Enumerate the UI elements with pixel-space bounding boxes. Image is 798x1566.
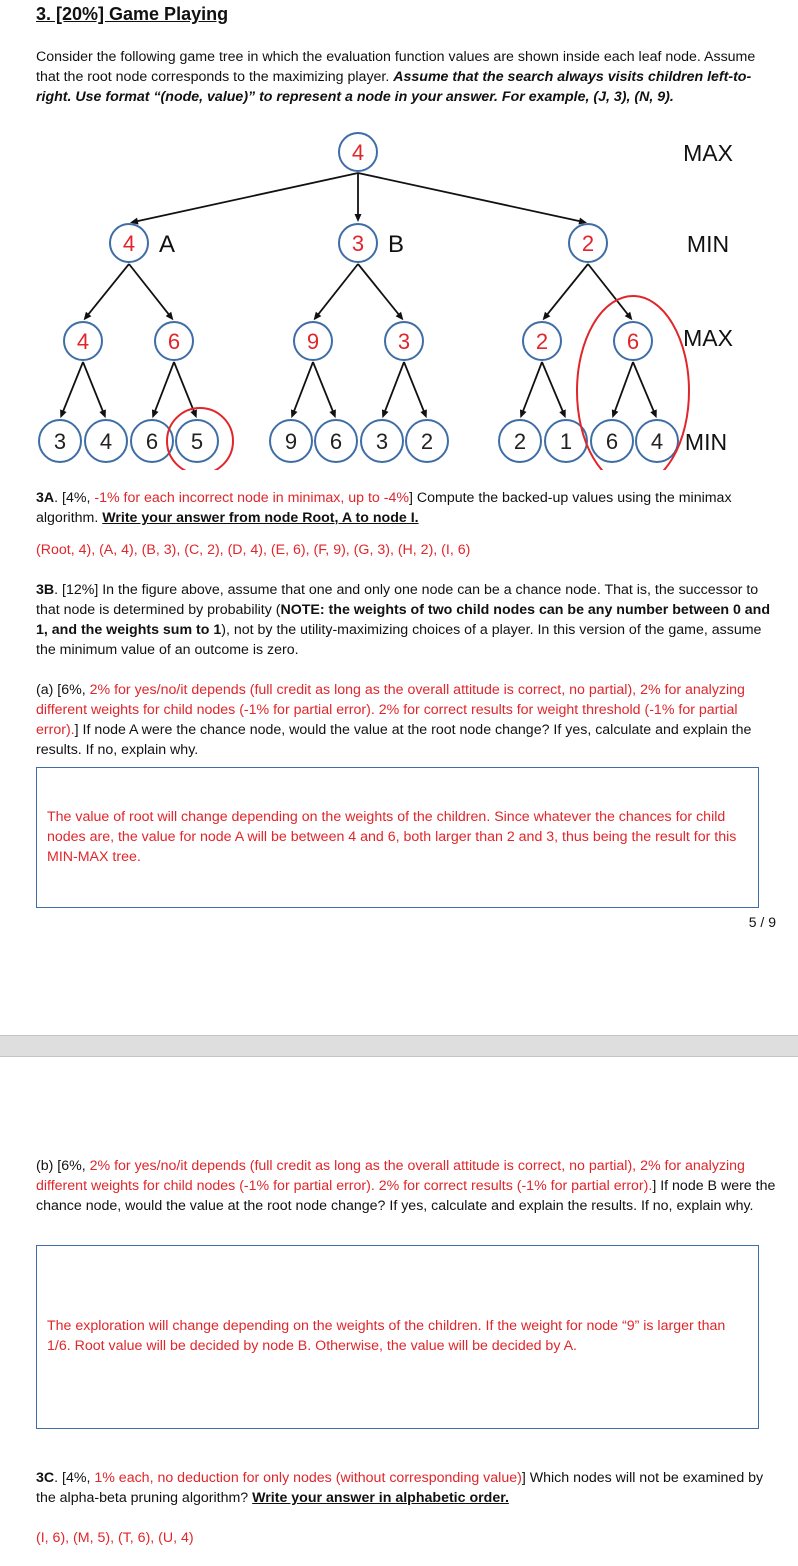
edge-min2-max-3 xyxy=(317,264,358,316)
edge-root-min-3 xyxy=(358,173,582,222)
game-tree-diagram xyxy=(0,125,798,470)
q3c-points: . [4%, xyxy=(54,1470,95,1486)
edge-max5-leaf-9 xyxy=(522,362,542,414)
edge-min1-max-2 xyxy=(129,264,170,316)
leaf-node-5-value: 9 xyxy=(284,428,298,454)
max-node-1-value: 4 xyxy=(76,328,90,354)
leaf-node-12-value: 4 xyxy=(650,428,664,454)
leaf-node-9 xyxy=(499,420,541,462)
level-label-3: MAX xyxy=(683,325,733,351)
q3c-label: 3C xyxy=(36,1470,55,1486)
min-node-2 xyxy=(339,224,377,262)
edge-max4-leaf-7 xyxy=(384,362,404,414)
q3b-note: NOTE: the weights of two child nodes can be any number between 0 and 1, and the weights sum to 1 xyxy=(36,602,771,638)
leaf-node-4 xyxy=(176,420,218,462)
edge-max2-leaf-3-arrowhead xyxy=(152,409,159,418)
leaf-node-5 xyxy=(270,420,312,462)
intro-text: Consider the following game tree in which the evaluation function values are shown inside each leaf node. Assume that the root node corresponds to the maximizing player. xyxy=(36,49,756,85)
intro-paragraph xyxy=(36,47,780,107)
q3a-rubric: -1% for each incorrect node in minimax, up to -4% xyxy=(94,490,409,506)
min-node-3-value: 2 xyxy=(581,230,595,256)
max-node-3 xyxy=(294,322,332,360)
q3c-question xyxy=(36,1468,780,1508)
q3c-instruction: Write your answer in alphabetic order. xyxy=(252,1490,509,1506)
page-6 xyxy=(0,1057,798,1566)
min-node-2-value: 3 xyxy=(351,230,365,256)
q3a-instruction: Write your answer from node Root, A to node I. xyxy=(102,510,419,526)
edge-max6-leaf-11-arrowhead xyxy=(612,409,619,418)
max-node-4-value: 3 xyxy=(397,328,411,354)
q3b-a-prefix: (a) [6%, xyxy=(36,682,90,698)
edge-root-min-1 xyxy=(135,173,358,222)
leaf-node-8-value: 2 xyxy=(420,428,434,454)
edge-max3-leaf-6 xyxy=(313,362,334,414)
leaf-node-4-value: 5 xyxy=(190,428,204,454)
q3b-b-prefix: (b) [6%, xyxy=(36,1158,90,1174)
max-node-6-value: 6 xyxy=(626,328,640,354)
edge-root-min-2-arrowhead xyxy=(355,214,362,222)
q3c-text: ] Which nodes will not be examined by the alpha-beta pruning algorithm? xyxy=(36,1470,764,1506)
min-node-3 xyxy=(569,224,607,262)
max-node-5 xyxy=(523,322,561,360)
edge-max1-leaf-2 xyxy=(83,362,104,414)
q3b-a-text: ] If node A were the chance node, would the value at the root node change? If yes, calculate and explain the results. If no, explain why. xyxy=(36,722,752,758)
q3b-a-answer-box[interactable] xyxy=(36,767,759,908)
leaf-node-7 xyxy=(361,420,403,462)
leaf-node-6 xyxy=(315,420,357,462)
q3b-a-rubric: 2% for yes/no/it depends (full credit as long as the overall attitude is correct, no partial), 2% for analyzing different weights for child nodes (-1% for partial error). 2% for correct results for weight threshold (-1% for partial error). xyxy=(36,682,745,738)
q3b-b-answer-box[interactable] xyxy=(36,1245,759,1429)
leaf-node-11 xyxy=(591,420,633,462)
max-node-1 xyxy=(64,322,102,360)
max-node-5-value: 2 xyxy=(535,328,549,354)
edge-max4-leaf-7-arrowhead xyxy=(382,409,389,418)
edge-min1-max-1 xyxy=(87,264,129,316)
edge-max1-leaf-1 xyxy=(62,362,83,414)
q3b-b-rubric: 2% for yes/no/it depends (full credit as long as the overall attitude is correct, no partial), 2% for analyzing different weights for child nodes (-1% for partial error). 2% for correct results (-1% for partial error). xyxy=(36,1158,745,1194)
leaf-node-3-value: 6 xyxy=(145,428,159,454)
edge-max4-leaf-8 xyxy=(404,362,425,414)
q3b-question xyxy=(36,580,780,660)
q3b-label: 3B xyxy=(36,582,55,598)
edge-max2-leaf-3 xyxy=(154,362,174,414)
q3a-text: ] Compute the backed-up values using the minimax algorithm. xyxy=(36,490,732,526)
q3a-question xyxy=(36,488,780,528)
q3b-b-answer: The exploration will change depending on the weights of the children. If the weight for node “9” is larger than 1/6. Root value will be decided by node B. Otherwise, the value will be decided by A. xyxy=(47,1318,726,1354)
leaf-node-10-value: 1 xyxy=(559,428,573,454)
edge-max5-leaf-9-arrowhead xyxy=(520,409,527,418)
edge-max2-leaf-4 xyxy=(174,362,195,414)
page-separator xyxy=(0,1035,798,1057)
edge-max3-leaf-5-arrowhead xyxy=(291,409,298,418)
leaf-node-2 xyxy=(85,420,127,462)
level-label-1: MAX xyxy=(683,140,733,166)
root-node xyxy=(339,133,377,171)
edge-min3-max-6 xyxy=(588,264,629,316)
intro-instruction: Assume that the search always visits children left-to-right. Use format “(node, value)” to represent a node in your answer. For example, (J, 3), (N, 9). xyxy=(36,69,752,105)
leaf-node-8 xyxy=(406,420,448,462)
q3b-a-answer: The value of root will change depending on the weights of the children. Since whatever the chances for child nodes are, the value for node A will be between 4 and 6, both larger than 2 and 3, thus being the result for this MIN-MAX tree. xyxy=(47,809,737,865)
leaf-node-12 xyxy=(636,420,678,462)
max-node-4 xyxy=(385,322,423,360)
section-title: 3. [20%] Game Playing xyxy=(36,4,229,24)
max-node-3-value: 9 xyxy=(306,328,320,354)
node-label-a: A xyxy=(159,231,176,258)
edge-min3-max-5 xyxy=(546,264,588,316)
q3b-b-question xyxy=(36,1156,780,1216)
edge-max5-leaf-10 xyxy=(542,362,564,414)
q3a-label: 3A xyxy=(36,490,55,506)
leaf-node-6-value: 6 xyxy=(329,428,343,454)
q3a-points: . [4%, xyxy=(54,490,95,506)
leaf-node-9-value: 2 xyxy=(513,428,527,454)
max-node-2-value: 6 xyxy=(167,328,181,354)
page-number: 5 / 9 xyxy=(748,914,776,930)
level-label-2: MIN xyxy=(686,231,730,257)
max-node-6 xyxy=(614,322,652,360)
q3c-rubric: 1% each, no deduction for only nodes (without corresponding value) xyxy=(94,1470,522,1486)
leaf-node-11-value: 6 xyxy=(605,428,619,454)
min-node-1 xyxy=(110,224,148,262)
max-node-2 xyxy=(155,322,193,360)
edge-max3-leaf-5 xyxy=(293,362,313,414)
min-node-1-value: 4 xyxy=(122,230,136,256)
q3b-text-1: . [12%] In the figure above, assume that one and only one node can be a chance node. That is, the successor to that node is determined by probability ( xyxy=(36,582,759,618)
root-node-value: 4 xyxy=(351,139,365,165)
level-label-4: MIN xyxy=(684,429,728,455)
leaf-node-2-value: 4 xyxy=(99,428,113,454)
q3b-b-text: ] If node B were the chance node, would the value at the root node change? If yes, calculate and explain the results. If no, explain why. xyxy=(36,1178,776,1214)
edge-max6-leaf-12 xyxy=(633,362,655,414)
edge-max6-leaf-11 xyxy=(614,362,633,414)
leaf-node-7-value: 3 xyxy=(375,428,389,454)
leaf-node-1-value: 3 xyxy=(53,428,67,454)
q3b-a-question xyxy=(36,680,780,760)
leaf-node-1 xyxy=(39,420,81,462)
edge-min2-max-4 xyxy=(358,264,400,316)
node-label-b: B xyxy=(388,231,405,258)
q3a-answer: (Root, 4), (A, 4), (B, 3), (C, 2), (D, 4), (E, 6), (F, 9), (G, 3), (H, 2), (I, 6) xyxy=(36,542,471,558)
q3b-text-2: ), not by the utility-maximizing choices of a player. In this version of the game, assume the minimum value of an outcome is zero. xyxy=(36,622,762,658)
q3c-answer: (I, 6), (M, 5), (T, 6), (U, 4) xyxy=(36,1530,194,1546)
